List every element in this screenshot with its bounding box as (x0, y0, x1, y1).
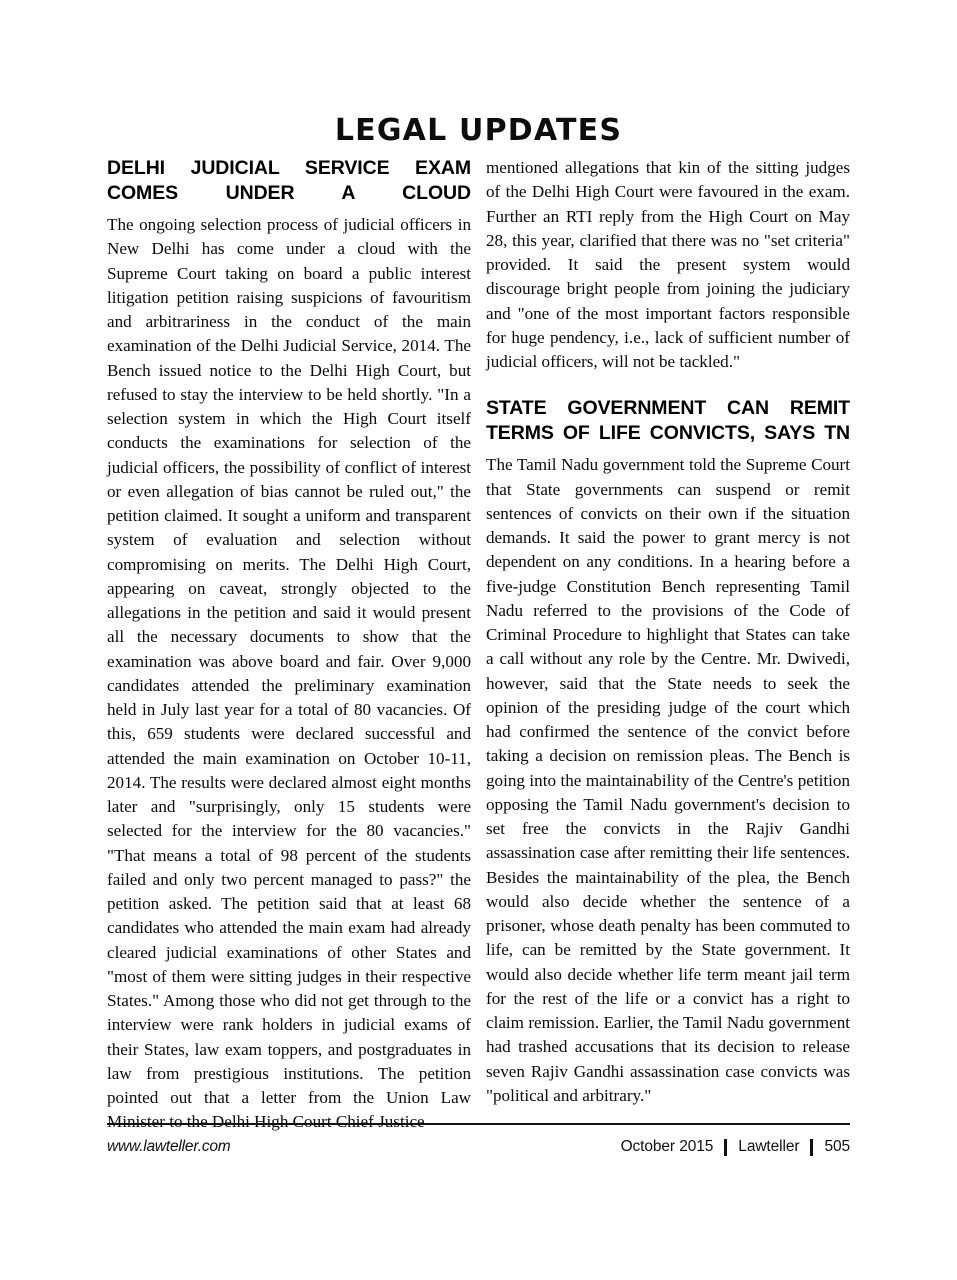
article-heading-line-2: COMES UNDER A CLOUD (107, 182, 471, 204)
article-heading-line-1: DELHI JUDICIAL SERVICE EXAM (107, 157, 471, 179)
column-left (107, 156, 471, 1132)
column-right (486, 156, 850, 1106)
article-body-delhi-part-2: mentioned allegations that kin of the sitting judges of the Delhi High Court were favoured in the exam. Further an RTI reply from the High Court on May 28, this year, clarified that there was no "set criteria" provided. It said the present system would discourage bright people from joining the judiciary and "one of the most important factors responsible for huge pendency, i.e., lack of sufficient number of judicial officers, will not be tackled." (486, 158, 850, 371)
footer-issue-date: October 2015 (620, 1138, 714, 1155)
footer-publication: Lawteller (738, 1138, 800, 1155)
article-heading-line-1: STATE GOVERNMENT CAN REMIT (486, 397, 850, 420)
footer-page-number: 505 (824, 1138, 850, 1155)
footer-meta (610, 1138, 850, 1156)
masthead (107, 114, 850, 148)
article-heading-delhi-judicial-service-exam (107, 156, 471, 206)
footer-divider (107, 1123, 850, 1125)
article-heading-state-government-remit (486, 396, 850, 446)
article-heading-line-2: TERMS OF LIFE CONVICTS, SAYS TN (486, 422, 850, 445)
section-spacer (486, 374, 850, 396)
article-columns (107, 156, 850, 1132)
footer-website[interactable]: www.lawteller.com (107, 1138, 231, 1155)
page-title: LEGAL UPDATES (334, 113, 623, 148)
page-footer (107, 1136, 850, 1164)
article-body-delhi-part-1: The ongoing selection process of judicial officers in New Delhi has come under a cloud with the Supreme Court taking on board a public interest litigation petition raising suspicions of favouritism and arbitrariness in the conduct of the main examination of the Delhi Judicial Service, 2014. The Bench issued notice to the Delhi High Court, but refused to stay the interview to be held shortly. "In a selection system in which the High Court itself conducts the examinations for selection of the judicial officers, the possibility of conflict of interest or even allegation of bias cannot be ruled out," the petition claimed. It sought a uniform and transparent system of evaluation and selection without compromising on merits. The Delhi High Court, appearing on caveat, strongly objected to the allegations in the petition and said it would present all the necessary documents to show that the examination was above board and fair. Over 9,000 candidates attended the preliminary examination held in July last year for a total of 80 vacancies. Of this, 659 students were declared successful and attended the main examination on October 10-11, 2014. The results were declared almost eight months later and "surprisingly, only 15 students were selected for the interview for the 80 vacancies." "That means a total of 98 percent of the students failed and only two percent managed to pass?" the petition asked. The petition said that at least 68 candidates who attended the main exam had already cleared judicial examinations of other States and "most of them were sitting judges in their respective States." Among those who did not get through to the interview were rank holders in judicial exams of their States, law exam toppers, and postgraduates in law from prestigious institutions. The petition pointed out that a letter from the Union Law Minister to the Delhi High Court Chief Justice (107, 215, 471, 1132)
article-body-state-government: The Tamil Nadu government told the Supreme Court that State governments can suspend or remit sentences of convicts on their own if the situation demands. It said the power to grant mercy is not dependent on any conditions. In a hearing before a five-judge Constitution Bench representing Tamil Nadu referred to the provisions of the Code of Criminal Procedure to highlight that States can take a call without any role by the Centre. Mr. Dwivedi, however, said that the State needs to seek the opinion of the presiding judge of the court which had confirmed the sentence of the convict before taking a decision on remission pleas. The Bench is going into the maintainability of the Centre's petition opposing the Tamil Nadu government's decision to set free the convicts in the Rajiv Gandhi assassination case after remitting their life sentences. Besides the maintainability of the plea, the Bench would also decide whether the sentence of a prisoner, whose death penalty has been commuted to life, can be remitted by the State government. It would also decide whether life term meant jail term for the rest of the life or a convict has a right to claim remission. Earlier, the Tamil Nadu government had trashed accusations that its decision to release seven Rajiv Gandhi assassination case convicts was "political and arbitrary." (486, 455, 850, 1105)
